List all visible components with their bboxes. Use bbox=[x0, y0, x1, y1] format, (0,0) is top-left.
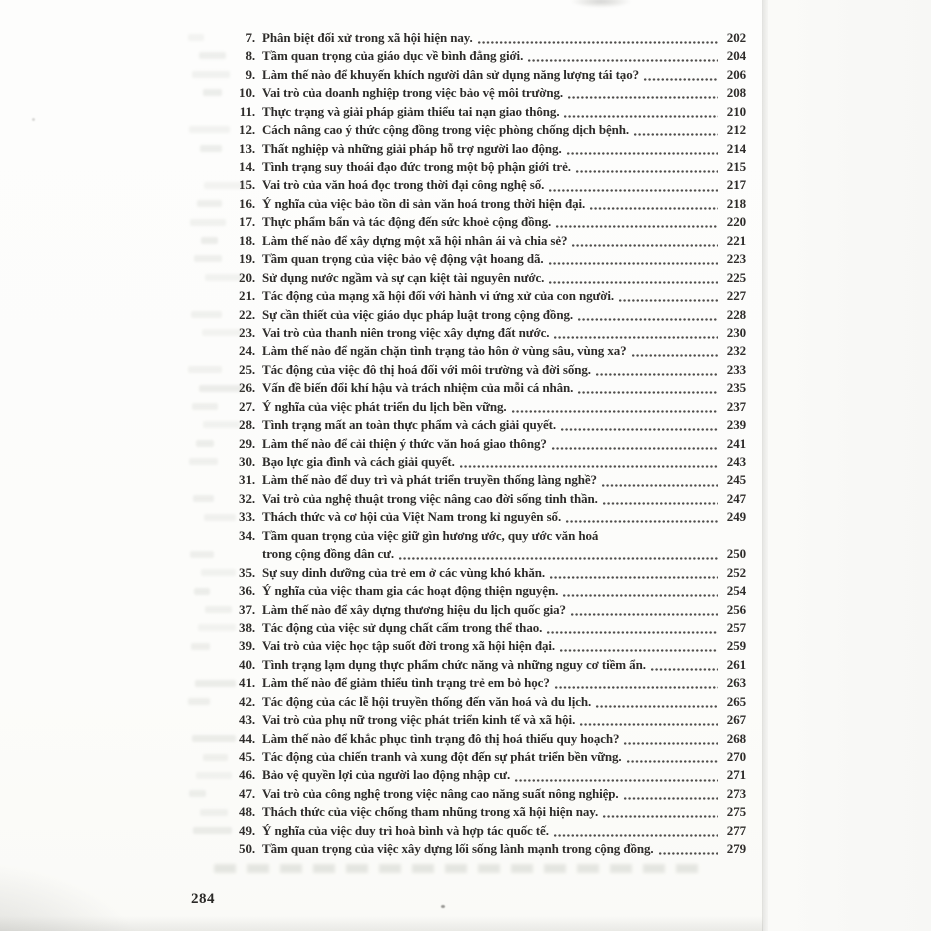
toc-item-page: 223 bbox=[726, 251, 746, 267]
toc-item-number: 46. bbox=[239, 767, 255, 783]
toc-item-number: 8. bbox=[245, 48, 255, 64]
dotted-leader bbox=[553, 834, 718, 837]
toc-item-title: Làm thế nào để giảm thiểu tình trạng trẻ em bỏ học? bbox=[262, 675, 550, 691]
toc-item-15 bbox=[205, 177, 746, 195]
toc-item-title: Vấn đề biến đổi khí hậu và trách nhiệm của mỗi cá nhân. bbox=[262, 380, 574, 396]
dotted-leader bbox=[566, 152, 718, 155]
toc-item-page: 250 bbox=[726, 546, 746, 562]
toc-item-41 bbox=[205, 674, 746, 692]
photo-background bbox=[768, 0, 931, 931]
toc-item-47 bbox=[205, 785, 746, 803]
toc-item-title: Thách thức của việc chống tham nhũng trong xã hội hiện nay. bbox=[262, 804, 599, 820]
toc-item-number: 29. bbox=[239, 435, 255, 451]
bleedthrough-mark bbox=[190, 219, 226, 226]
toc-item-title: Làm thế nào để khắc phục tình trạng đô thị hoá thiếu quy hoạch? bbox=[262, 730, 620, 746]
dotted-leader bbox=[577, 318, 718, 321]
toc-item-number: 33. bbox=[239, 509, 255, 525]
toc-item-number: 34. bbox=[239, 527, 255, 543]
toc-item-title: Thách thức và cơ hội của Việt Nam trong kỉ nguyên số. bbox=[262, 509, 562, 525]
dotted-leader bbox=[562, 594, 718, 597]
dotted-leader bbox=[595, 705, 718, 708]
toc-item-page: 221 bbox=[726, 232, 746, 248]
page-number-folio: 284 bbox=[191, 891, 215, 907]
bleedthrough-mark bbox=[204, 182, 248, 189]
bleedthrough-mark bbox=[189, 126, 230, 133]
toc-item-title: Làm thế nào để duy trì và phát triển truyền thống làng nghề? bbox=[262, 472, 597, 488]
toc-item-title-continuation: trong cộng đồng dân cư. bbox=[262, 546, 395, 562]
dotted-leader bbox=[570, 613, 718, 616]
toc-item-title: Tầm quan trọng của việc bảo vệ động vật hoang dã. bbox=[262, 251, 544, 267]
dotted-leader bbox=[602, 815, 718, 818]
toc-item-number: 25. bbox=[239, 361, 255, 377]
dotted-leader bbox=[623, 797, 718, 800]
dotted-leader bbox=[555, 225, 718, 228]
bleedthrough-mark bbox=[199, 52, 226, 59]
toc-item-number: 20. bbox=[239, 269, 255, 285]
toc-item-title: Tình trạng mất an toàn thực phẩm và cách giải quyết. bbox=[262, 417, 557, 433]
toc-item-page: 271 bbox=[726, 767, 746, 783]
dotted-leader bbox=[595, 373, 718, 376]
toc-item-page: 247 bbox=[726, 490, 746, 506]
toc-item-title: Tác động của mạng xã hội đối với hành vi ứng xử của con người. bbox=[262, 288, 614, 304]
toc-item-page: 237 bbox=[726, 398, 746, 414]
toc-item-number: 9. bbox=[245, 66, 255, 82]
bleedthrough-mark bbox=[189, 458, 218, 465]
toc-item-28 bbox=[205, 416, 746, 434]
toc-item-title: Tầm quan trọng của việc giữ gìn hương ước, quy ước văn hoá bbox=[262, 527, 599, 543]
toc-item-title: Tầm quan trọng của việc xây dựng lối sống lành mạnh trong cộng đồng. bbox=[262, 841, 654, 857]
dotted-leader bbox=[560, 428, 718, 431]
dotted-leader bbox=[623, 742, 718, 745]
toc-item-number: 38. bbox=[239, 619, 255, 635]
toc-item-number: 14. bbox=[239, 159, 255, 175]
toc-item-number: 15. bbox=[239, 177, 255, 193]
bleedthrough-mark bbox=[205, 274, 244, 281]
toc-item-page: 249 bbox=[726, 509, 746, 525]
dotted-leader bbox=[546, 631, 718, 634]
page-bottom-shadow bbox=[0, 916, 763, 931]
toc-item-number: 32. bbox=[239, 490, 255, 506]
toc-item-title: Bảo vệ quyền lợi của người lao động nhập cư. bbox=[262, 767, 511, 783]
toc-item-page: 208 bbox=[726, 85, 746, 101]
dotted-leader bbox=[549, 576, 718, 579]
bleedthrough-mark bbox=[192, 735, 236, 742]
toc-item-page: 204 bbox=[726, 48, 746, 64]
toc-item-number: 16. bbox=[239, 195, 255, 211]
toc-item-page: 228 bbox=[726, 306, 746, 322]
bleedthrough-mark bbox=[203, 421, 240, 428]
dotted-leader bbox=[553, 336, 718, 339]
toc-item-title: Vai trò của thanh niên trong việc xây dựng đất nước. bbox=[262, 324, 550, 340]
toc-item-number: 40. bbox=[239, 656, 255, 672]
toc-item-number: 49. bbox=[239, 822, 255, 838]
toc-item-18 bbox=[205, 232, 746, 250]
toc-item-19 bbox=[205, 250, 746, 268]
toc-item-page: 275 bbox=[726, 804, 746, 820]
toc-item-page: 225 bbox=[726, 269, 746, 285]
toc-item-page: 239 bbox=[726, 417, 746, 433]
toc-item-title: Ý nghĩa của việc tham gia các hoạt động thiện nguyện. bbox=[262, 583, 559, 599]
toc-item-31 bbox=[205, 472, 746, 490]
toc-item-title: Vai trò của doanh nghiệp trong việc bảo vệ môi trường. bbox=[262, 85, 564, 101]
bleedthrough-text-strip bbox=[214, 864, 706, 873]
toc-item-title: Tác động của các lễ hội truyền thống đến văn hoá và du lịch. bbox=[262, 693, 592, 709]
toc-item-45 bbox=[205, 748, 746, 766]
toc-item-title: Tác động của chiến tranh và xung đột đến sự phát triển bền vững. bbox=[262, 749, 622, 765]
toc-item-29 bbox=[205, 435, 746, 453]
toc-item-11 bbox=[205, 103, 746, 121]
bleedthrough-mark bbox=[202, 329, 244, 336]
toc-item-46 bbox=[205, 767, 746, 785]
toc-item-number: 11. bbox=[239, 103, 255, 119]
toc-item-14 bbox=[205, 158, 746, 176]
bleedthrough-mark bbox=[188, 366, 222, 373]
toc-item-21 bbox=[205, 287, 746, 305]
toc-item-title: Thực trạng và giải pháp giảm thiểu tai nạn giao thông. bbox=[262, 103, 560, 119]
toc-item-page: 218 bbox=[726, 195, 746, 211]
toc-item-page: 214 bbox=[726, 140, 746, 156]
toc-item-number: 31. bbox=[239, 472, 255, 488]
toc-item-page: 215 bbox=[726, 159, 746, 175]
bleedthrough-mark bbox=[200, 145, 222, 152]
bleedthrough-mark bbox=[196, 772, 232, 779]
dotted-leader bbox=[527, 59, 718, 62]
toc-item-number: 36. bbox=[239, 583, 255, 599]
toc-item-49 bbox=[205, 822, 746, 840]
bleedthrough-mark bbox=[188, 34, 204, 41]
bleedthrough-mark bbox=[194, 588, 210, 595]
toc-item-title: Làm thế nào để cải thiện ý thức văn hoá giao thông? bbox=[262, 435, 547, 451]
toc-item-number: 35. bbox=[239, 564, 255, 580]
bleedthrough-mark bbox=[203, 754, 228, 761]
toc-item-24 bbox=[205, 342, 746, 360]
toc-item-page: 210 bbox=[726, 103, 746, 119]
toc-item-9 bbox=[205, 66, 746, 84]
toc-item-43 bbox=[205, 711, 746, 729]
toc-item-22 bbox=[205, 306, 746, 324]
toc-item-title: Tình trạng lạm dụng thực phẩm chức năng và những nguy cơ tiềm ẩn. bbox=[262, 656, 646, 672]
dotted-leader bbox=[398, 557, 718, 560]
toc-item-title: Ý nghĩa của việc phát triển du lịch bền vững. bbox=[262, 398, 507, 414]
toc-item-number: 30. bbox=[239, 454, 255, 470]
toc-item-30 bbox=[205, 453, 746, 471]
dotted-leader bbox=[548, 281, 718, 284]
toc-item-number: 7. bbox=[245, 29, 255, 45]
toc-item-number: 28. bbox=[239, 417, 255, 433]
dotted-leader bbox=[618, 299, 718, 302]
toc-item-title: Làm thế nào để khuyến khích người dân sử dụng năng lượng tái tạo? bbox=[262, 66, 639, 82]
toc-item-page: 220 bbox=[726, 214, 746, 230]
bleedthrough-mark bbox=[197, 200, 222, 207]
toc-item-number: 50. bbox=[239, 841, 255, 857]
bleedthrough-mark bbox=[199, 385, 244, 392]
toc-item-number: 10. bbox=[239, 85, 255, 101]
dotted-leader bbox=[650, 668, 718, 671]
bleedthrough-mark bbox=[201, 237, 218, 244]
toc-item-page: 259 bbox=[726, 638, 746, 654]
toc-item-page: 273 bbox=[726, 785, 746, 801]
toc-item-title: Làm thế nào để xây dựng thương hiệu du lịch quốc gia? bbox=[262, 601, 566, 617]
toc-item-number: 47. bbox=[239, 785, 255, 801]
toc-item-title: Cách nâng cao ý thức cộng đồng trong việc phòng chống dịch bệnh. bbox=[262, 122, 630, 138]
bleedthrough-mark bbox=[196, 440, 214, 447]
toc-item-title: Ý nghĩa của việc bảo tồn di sản văn hoá trong thời hiện đại. bbox=[262, 195, 586, 211]
bleedthrough-mark bbox=[201, 569, 236, 576]
toc-item-title: Sự suy dinh dưỡng của trẻ em ở các vùng khó khăn. bbox=[262, 564, 545, 580]
bleedthrough-mark bbox=[193, 495, 214, 502]
toc-item-27 bbox=[205, 398, 746, 416]
bleedthrough-mark bbox=[200, 809, 228, 816]
toc-item-title: Phân biệt đối xử trong xã hội hiện nay. bbox=[262, 29, 473, 45]
toc-item-page: 254 bbox=[726, 583, 746, 599]
toc-item-36 bbox=[205, 582, 746, 600]
bleedthrough-mark bbox=[191, 643, 210, 650]
dotted-leader bbox=[626, 760, 718, 763]
toc-item-10 bbox=[205, 84, 746, 102]
dotted-leader bbox=[548, 262, 718, 265]
toc-item-page: 232 bbox=[726, 343, 746, 359]
bleedthrough-mark bbox=[193, 827, 232, 834]
toc-item-number: 17. bbox=[239, 214, 255, 230]
toc-item-page: 245 bbox=[726, 472, 746, 488]
toc-item-title: Vai trò của việc học tập suốt đời trong xã hội hiện đại. bbox=[262, 638, 556, 654]
dotted-leader bbox=[548, 189, 718, 192]
toc-item-page: 270 bbox=[726, 749, 746, 765]
toc-item-title: Tác động của việc sử dụng chất cấm trong thể thao. bbox=[262, 619, 543, 635]
toc-item-page: 206 bbox=[726, 66, 746, 82]
toc-item-50 bbox=[205, 840, 746, 858]
dotted-leader bbox=[575, 170, 718, 173]
toc-item-number: 42. bbox=[239, 693, 255, 709]
toc-item-page: 230 bbox=[726, 324, 746, 340]
bleedthrough-mark bbox=[190, 551, 214, 558]
toc-item-34 bbox=[205, 527, 746, 545]
bleedthrough-mark bbox=[192, 403, 218, 410]
toc-item-number: 19. bbox=[239, 251, 255, 267]
toc-item-title: Làm thế nào để xây dựng một xã hội nhân ái và chia sẻ? bbox=[262, 232, 568, 248]
bleedthrough-mark bbox=[188, 698, 210, 705]
dotted-leader bbox=[514, 779, 718, 782]
toc-item-17 bbox=[205, 213, 746, 231]
toc-item-25 bbox=[205, 361, 746, 379]
dotted-leader bbox=[577, 391, 718, 394]
toc-item-23 bbox=[205, 324, 746, 342]
dotted-leader bbox=[477, 41, 718, 44]
toc-item-number: 13. bbox=[239, 140, 255, 156]
toc-item-number: 24. bbox=[239, 343, 255, 359]
toc-item-title: Sự cần thiết của việc giáo dục pháp luật trong cộng đồng. bbox=[262, 306, 574, 322]
dotted-leader bbox=[643, 78, 718, 81]
dotted-leader bbox=[633, 133, 718, 136]
dotted-leader bbox=[589, 207, 718, 210]
bleedthrough-mark bbox=[195, 680, 236, 687]
bleedthrough-mark bbox=[205, 606, 232, 613]
toc-item-35 bbox=[205, 564, 746, 582]
toc-item-8 bbox=[205, 47, 746, 65]
toc-item-32 bbox=[205, 490, 746, 508]
toc-item-page: 261 bbox=[726, 656, 746, 672]
toc-item-number: 39. bbox=[239, 638, 255, 654]
toc-item-number: 27. bbox=[239, 398, 255, 414]
dotted-leader bbox=[602, 502, 718, 505]
toc-item-7 bbox=[205, 29, 746, 47]
toc-item-number: 45. bbox=[239, 749, 255, 765]
toc-item-page: 263 bbox=[726, 675, 746, 691]
toc-item-page: 227 bbox=[726, 288, 746, 304]
bleedthrough-mark bbox=[194, 255, 222, 262]
dotted-leader bbox=[601, 484, 718, 487]
toc-item-44 bbox=[205, 730, 746, 748]
toc-item-page: 277 bbox=[726, 822, 746, 838]
toc-item-page: 243 bbox=[726, 454, 746, 470]
dotted-leader bbox=[563, 115, 718, 118]
toc-item-40 bbox=[205, 656, 746, 674]
toc-item-number: 44. bbox=[239, 730, 255, 746]
toc-item-page: 267 bbox=[726, 712, 746, 728]
toc-item-title: Thất nghiệp và những giải pháp hỗ trợ người lao động. bbox=[262, 140, 562, 156]
toc-item-title: Vai trò của nghệ thuật trong việc nâng cao đời sống tinh thần. bbox=[262, 490, 598, 506]
bleedthrough-mark bbox=[198, 624, 236, 631]
toc-item-page: 268 bbox=[726, 730, 746, 746]
toc-item-48 bbox=[205, 803, 746, 821]
toc-item-page: 217 bbox=[726, 177, 746, 193]
toc-item-number: 26. bbox=[239, 380, 255, 396]
toc-item-33 bbox=[205, 508, 746, 526]
toc-item-39 bbox=[205, 637, 746, 655]
bleedthrough-mark bbox=[189, 790, 206, 797]
toc-item-page: 257 bbox=[726, 619, 746, 635]
toc-item-title: Bạo lực gia đình và cách giải quyết. bbox=[262, 454, 455, 470]
toc-item-13 bbox=[205, 140, 746, 158]
dotted-leader bbox=[559, 649, 718, 652]
toc-item-number: 21. bbox=[239, 288, 255, 304]
bleedthrough-mark bbox=[191, 311, 222, 318]
toc-item-title: Vai trò của văn hoá đọc trong thời đại công nghệ số. bbox=[262, 177, 545, 193]
toc-item-page: 212 bbox=[726, 122, 746, 138]
bleedthrough-mark bbox=[204, 514, 236, 521]
toc-item-page: 265 bbox=[726, 693, 746, 709]
dotted-leader bbox=[631, 354, 718, 357]
toc-item-16 bbox=[205, 195, 746, 213]
toc-item-42 bbox=[205, 693, 746, 711]
bleedthrough-mark-top bbox=[570, 0, 632, 8]
toc-item-title: Sử dụng nước ngầm và sự cạn kiệt tài nguyên nước. bbox=[262, 269, 545, 285]
paper-speck bbox=[32, 118, 35, 121]
toc-item-title: Vai trò của phụ nữ trong việc phát triển kinh tế và xã hội. bbox=[262, 712, 576, 728]
toc-list bbox=[205, 29, 746, 859]
paper-speck bbox=[441, 905, 445, 908]
toc-item-title: Thực phẩm bẩn và tác động đến sức khoẻ cộng đồng. bbox=[262, 214, 552, 230]
toc-item-page: 202 bbox=[726, 29, 746, 45]
toc-item-number: 37. bbox=[239, 601, 255, 617]
toc-item-26 bbox=[205, 379, 746, 397]
toc-item-page: 235 bbox=[726, 380, 746, 396]
toc-item-number: 22. bbox=[239, 306, 255, 322]
toc-item-title: Tầm quan trọng của giáo dục về bình đẳng giới. bbox=[262, 48, 524, 64]
toc-item-37 bbox=[205, 601, 746, 619]
dotted-leader bbox=[554, 686, 718, 689]
toc-item-number: 41. bbox=[239, 675, 255, 691]
toc-item-page: 233 bbox=[726, 361, 746, 377]
toc-item-page: 252 bbox=[726, 564, 746, 580]
dotted-leader bbox=[571, 244, 718, 247]
toc-item-title: Làm thế nào để ngăn chặn tình trạng tảo hôn ở vùng sâu, vùng xa? bbox=[262, 343, 627, 359]
toc-item-20 bbox=[205, 269, 746, 287]
toc-item-page: 241 bbox=[726, 435, 746, 451]
toc-item-number: 43. bbox=[239, 712, 255, 728]
toc-item-title: Ý nghĩa của việc duy trì hoà bình và hợp tác quốc tế. bbox=[262, 822, 549, 838]
toc-item-34-continuation bbox=[205, 545, 746, 563]
toc-item-title: Vai trò của công nghệ trong việc nâng cao năng suất nông nghiệp. bbox=[262, 785, 619, 801]
toc-item-title: Tác động của việc đô thị hoá đối với môi trường và đời sống. bbox=[262, 361, 591, 377]
dotted-leader bbox=[459, 465, 718, 468]
toc-item-number: 12. bbox=[239, 122, 255, 138]
dotted-leader bbox=[511, 410, 718, 413]
dotted-leader bbox=[565, 520, 718, 523]
toc-item-title: Tình trạng suy thoái đạo đức trong một bộ phận giới trẻ. bbox=[262, 159, 571, 175]
toc-item-page: 279 bbox=[726, 841, 746, 857]
bleedthrough-mark bbox=[192, 71, 230, 78]
dotted-leader bbox=[579, 723, 718, 726]
toc-item-number: 23. bbox=[239, 324, 255, 340]
bleedthrough-mark bbox=[203, 89, 222, 96]
dotted-leader bbox=[551, 447, 718, 450]
toc-item-38 bbox=[205, 619, 746, 637]
toc-item-number: 48. bbox=[239, 804, 255, 820]
dotted-leader bbox=[567, 96, 718, 99]
toc-item-page: 256 bbox=[726, 601, 746, 617]
dotted-leader bbox=[658, 852, 718, 855]
toc-item-12 bbox=[205, 121, 746, 139]
toc-item-number: 18. bbox=[239, 232, 255, 248]
